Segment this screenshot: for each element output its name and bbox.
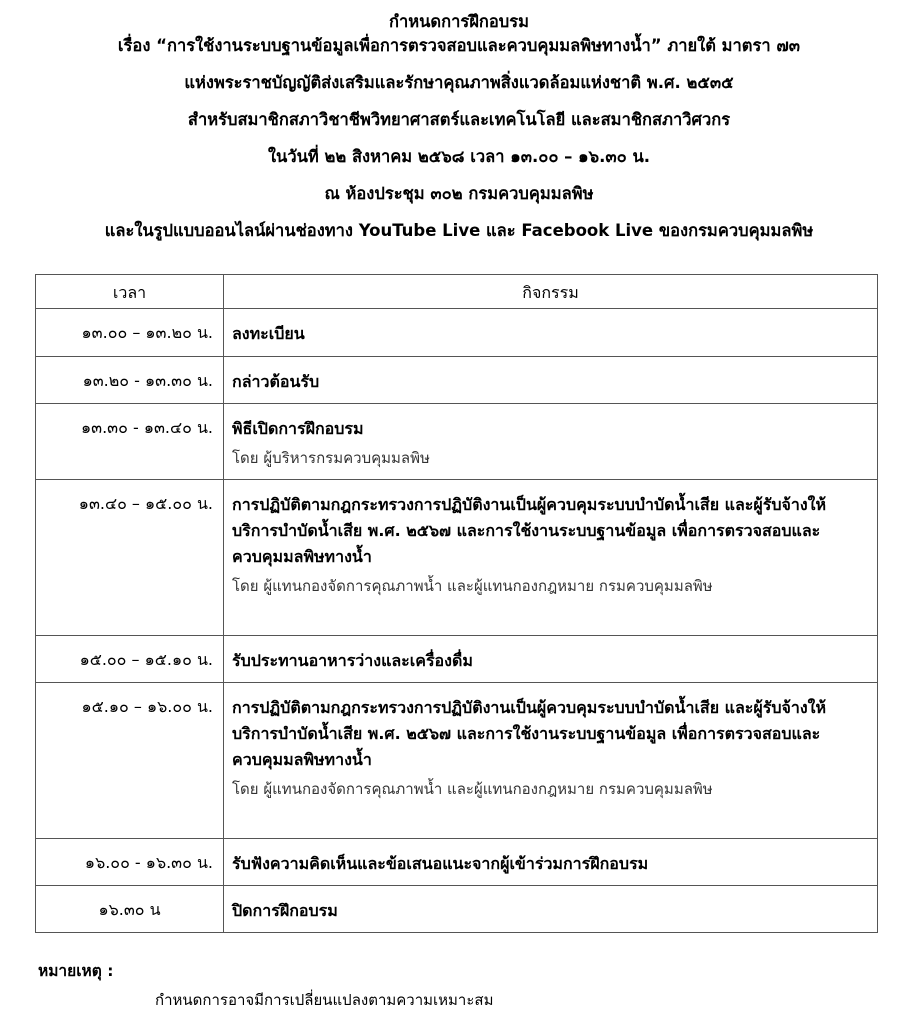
document-title: กำหนดการฝึกอบรม <box>388 12 530 31</box>
note-text: กำหนดการอาจมีการเปลี่ยนแปลงตามความเหมาะสม <box>155 991 494 1009</box>
activity-cell <box>224 309 878 357</box>
activity-title: ลงทะเบียน <box>232 324 305 343</box>
activity-cell <box>224 357 878 404</box>
activity-title: รับฟังความคิดเห็นและข้อเสนอแนะจากผู้เข้าร่วมการฝึกอบรม <box>232 854 649 873</box>
activity-title: พิธีเปิดการฝึกอบรม <box>232 419 364 438</box>
document-header <box>0 12 918 258</box>
activity-title: การปฏิบัติตามกฎกระทรวงการปฏิบัติงานเป็นผู้ควบคุมระบบบำบัดน้ำเสีย และผู้รับจ้างให้บริการบำบัดน้ำเสีย พ.ศ. ๒๕๖๗ และการใช้งานระบบฐานข้อมูล เพื่อการตรวจสอบและควบคุมมลพิษทางน้ำ <box>232 495 827 566</box>
table-header-row <box>36 275 878 309</box>
subject-line: เรื่อง “การใช้งานระบบฐานข้อมูลเพื่อการตรวจสอบและควบคุมมลพิษทางน้ำ” ภายใต้ มาตรา ๗๓ <box>117 36 801 55</box>
column-header-time: เวลา <box>36 275 224 309</box>
activity-cell <box>224 636 878 683</box>
table-row <box>36 309 878 357</box>
activity-cell <box>224 480 878 636</box>
time-cell: ๑๓.๔๐ – ๑๕.๐๐ น. <box>36 480 224 636</box>
table-row <box>36 636 878 683</box>
time-cell: ๑๓.๒๐ - ๑๓.๓๐ น. <box>36 357 224 404</box>
time-cell: ๑๓.๐๐ – ๑๓.๒๐ น. <box>36 309 224 357</box>
act-line: แห่งพระราชบัญญัติส่งเสริมและรักษาคุณภาพสิ่งแวดล้อมแห่งชาติ พ.ศ. ๒๕๓๕ <box>184 73 734 92</box>
activity-title: ปิดการฝึกอบรม <box>232 901 338 920</box>
table-row <box>36 480 878 636</box>
activity-presenter: โดย ผู้แทนกองจัดการคุณภาพน้ำ และผู้แทนกองกฎหมาย กรมควบคุมมลพิษ <box>232 780 713 798</box>
activity-cell <box>224 886 878 933</box>
time-cell: ๑๓.๓๐ - ๑๓.๔๐ น. <box>36 404 224 480</box>
activity-title: รับประทานอาหารว่างและเครื่องดื่ม <box>232 651 473 670</box>
table-row <box>36 357 878 404</box>
venue-line: ณ ห้องประชุม ๓๐๒ กรมควบคุมมลพิษ <box>324 184 594 203</box>
activity-title: การปฏิบัติตามกฎกระทรวงการปฏิบัติงานเป็นผู้ควบคุมระบบบำบัดน้ำเสีย และผู้รับจ้างให้บริการบำบัดน้ำเสีย พ.ศ. ๒๕๖๗ และการใช้งานระบบฐานข้อมูล เพื่อการตรวจสอบและควบคุมมลพิษทางน้ำ <box>232 698 827 769</box>
table-row <box>36 404 878 480</box>
time-cell: ๑๕.๑๐ – ๑๖.๐๐ น. <box>36 683 224 839</box>
table-row <box>36 839 878 886</box>
table-row <box>36 886 878 933</box>
online-line: และในรูปแบบออนไลน์ผ่านช่องทาง YouTube Live และ Facebook Live ของกรมควบคุมมลพิษ <box>104 221 814 240</box>
date-line: ในวันที่ ๒๒ สิงหาคม ๒๕๖๘ เวลา ๑๓.๐๐ – ๑๖.๓๐ น. <box>267 147 651 166</box>
activity-cell <box>224 683 878 839</box>
schedule-table <box>35 274 878 933</box>
activity-presenter: โดย ผู้แทนกองจัดการคุณภาพน้ำ และผู้แทนกองกฎหมาย กรมควบคุมมลพิษ <box>232 577 713 595</box>
note-heading: หมายเหตุ : <box>38 962 114 980</box>
time-cell: ๑๖.๐๐ - ๑๖.๓๐ น. <box>36 839 224 886</box>
activity-title: กล่าวต้อนรับ <box>232 372 320 391</box>
column-header-activity: กิจกรรม <box>224 275 878 309</box>
time-cell: ๑๕.๐๐ – ๑๕.๑๐ น. <box>36 636 224 683</box>
audience-line: สำหรับสมาชิกสภาวิชาชีพวิทยาศาสตร์และเทคโนโลยี และสมาชิกสภาวิศวกร <box>187 110 731 129</box>
time-cell: ๑๖.๓๐ น <box>36 886 224 933</box>
activity-presenter: โดย ผู้บริหารกรมควบคุมมลพิษ <box>232 449 430 467</box>
table-row <box>36 683 878 839</box>
activity-cell <box>224 404 878 480</box>
activity-cell <box>224 839 878 886</box>
